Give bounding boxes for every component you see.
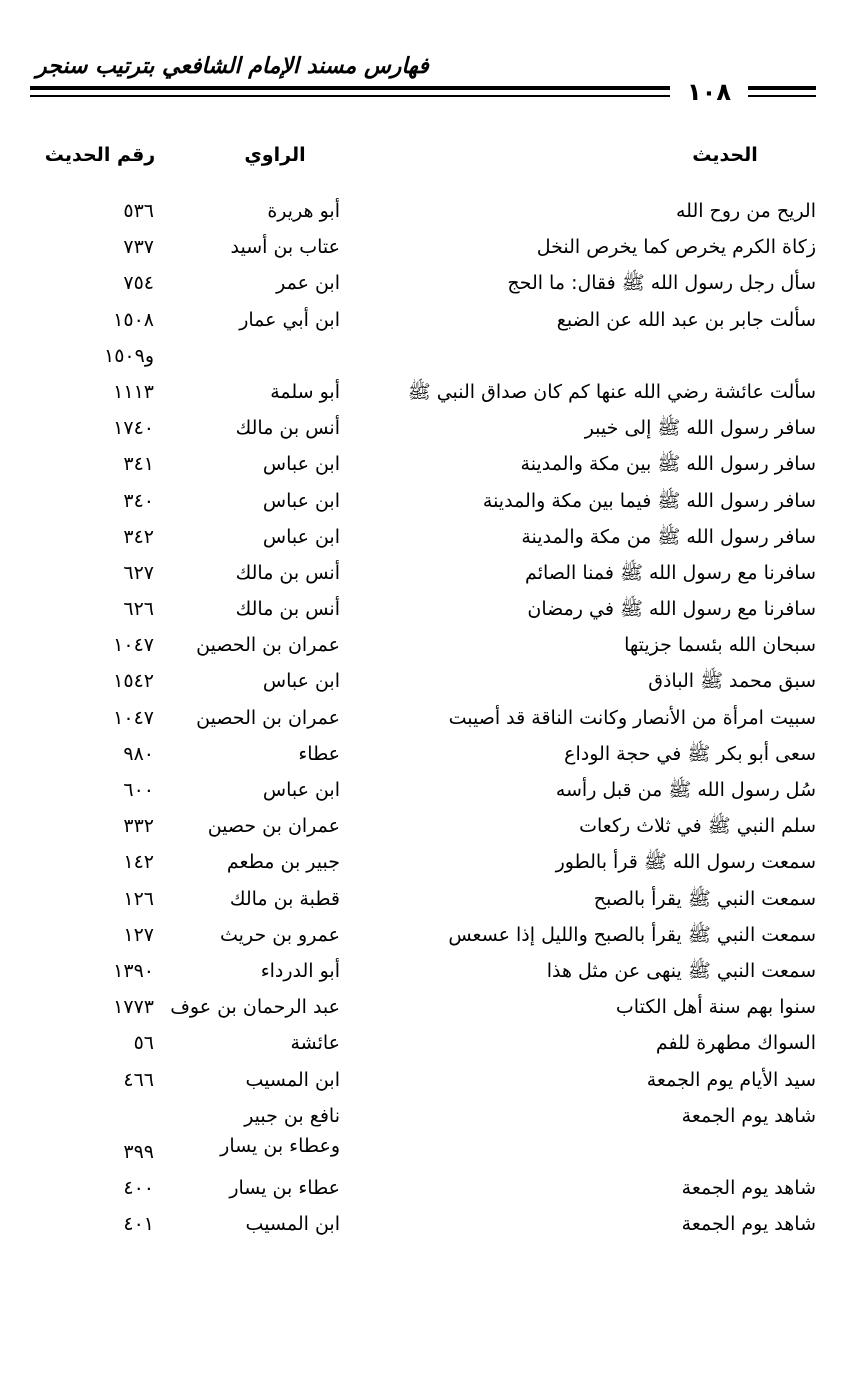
- narrator-name: أنس بن مالك: [235, 417, 340, 440]
- hadith-number: ١٢٦: [123, 887, 154, 910]
- narrator-name: ابن أبي عمار: [239, 308, 340, 331]
- hadith-number: ٣٤١: [123, 453, 154, 476]
- hadith-number-cell: [34, 268, 154, 298]
- column-header-number: رقم الحديث: [44, 144, 156, 166]
- hadith-number: ١٧٧٣: [113, 996, 154, 1019]
- narrator-cell: [165, 1101, 340, 1161]
- narrator-name: ابن عباس: [262, 525, 340, 548]
- hadith-number: ١٥٤٢: [113, 670, 154, 693]
- narrator-name: عمران بن الحصين: [196, 706, 340, 729]
- hadith-text: سافر رسول الله ﷺ بين مكة والمدينة: [520, 453, 816, 476]
- hadith-text: زكاة الكرم يخرص كما يخرص النخل: [536, 236, 816, 259]
- narrator-name: عائشة: [290, 1032, 340, 1055]
- hadith-number: ١٠٤٧: [113, 634, 154, 657]
- hadith-number-cell: [34, 920, 154, 950]
- table-row: [0, 377, 856, 413]
- narrator-name: ابن عباس: [262, 453, 340, 476]
- hadith-text: سمعت النبي ﷺ ينهى عن مثل هذا: [546, 959, 816, 982]
- table-row: [0, 703, 856, 739]
- narrator-name: عطاء: [298, 742, 340, 765]
- narrator-name: أبو سلمة: [270, 380, 340, 403]
- table-row: [0, 847, 856, 883]
- table-row: [0, 268, 856, 304]
- narrator-name: ابن عباس: [262, 779, 340, 802]
- hadith-number: ١٤٢: [123, 851, 154, 874]
- hadith-text: السواك مطهرة للفم: [655, 1032, 816, 1055]
- hadith-text: سيد الأيام يوم الجمعة: [646, 1068, 816, 1091]
- hadith-number: ٥٣٦: [123, 200, 154, 222]
- narrator-cell: [165, 449, 340, 479]
- narrator-name: عطاء بن يسار: [229, 1177, 340, 1200]
- hadith-number: ٦٢٦: [123, 598, 154, 621]
- narrator-name: قطبة بن مالك: [229, 887, 340, 910]
- hadith-text: سألت عائشة رضي الله عنها كم كان صداق النبي ﷺ: [407, 380, 816, 403]
- narrator-name: عمران بن الحصين: [196, 634, 340, 657]
- narrator-name-second-line: وعطاء بن يسار: [220, 1134, 340, 1157]
- narrator-name: ابن المسيب: [245, 1213, 340, 1236]
- narrator-cell: [165, 884, 340, 914]
- narrator-cell: [165, 558, 340, 588]
- hadith-text: سافرنا مع رسول الله ﷺ فمنا الصائم: [525, 561, 816, 584]
- table-row: [0, 884, 856, 920]
- hadith-text: سلم النبي ﷺ في ثلاث ركعات: [579, 815, 816, 838]
- narrator-cell: [165, 196, 340, 226]
- hadith-number-cell: [34, 377, 154, 407]
- narrator-cell: [165, 666, 340, 696]
- hadith-text: سأل رجل رسول الله ﷺ فقال: ما الحج: [507, 272, 816, 295]
- table-row: [0, 558, 856, 594]
- narrator-cell: [165, 268, 340, 298]
- index-table: [0, 196, 856, 1245]
- hadith-number-cell: [34, 1028, 154, 1058]
- narrator-cell: [165, 377, 340, 407]
- hadith-number-cell: [34, 739, 154, 769]
- narrator-cell: [165, 1028, 340, 1058]
- hadith-text: شاهد يوم الجمعة: [681, 1213, 816, 1236]
- narrator-cell: [165, 1173, 340, 1203]
- hadith-number-cell: [34, 1173, 154, 1203]
- table-row: [0, 522, 856, 558]
- hadith-number: ٣٤٢: [123, 525, 154, 548]
- hadith-number-cell: [34, 811, 154, 841]
- hadith-number: ١٧٤٠: [113, 417, 154, 440]
- hadith-number: ١٢٧: [123, 923, 154, 946]
- narrator-cell: [165, 1065, 340, 1095]
- hadith-text: سبق محمد ﷺ الباذق: [648, 670, 816, 693]
- narrator-name: ابن عباس: [262, 670, 340, 693]
- hadith-number: ٩٨٠: [123, 742, 154, 765]
- hadith-number-cell: [34, 558, 154, 588]
- hadith-number-second-line: و١٥٠٩: [103, 344, 154, 367]
- hadith-text: سبيت امرأة من الأنصار وكانت الناقة قد أصيبت: [448, 706, 816, 729]
- hadith-number-cell: [34, 775, 154, 805]
- narrator-cell: [165, 1209, 340, 1239]
- narrator-name: أبو الدرداء: [260, 959, 340, 982]
- hadith-number-cell: [34, 1209, 154, 1239]
- table-row: [0, 920, 856, 956]
- header-double-rule: [30, 86, 670, 97]
- hadith-number-cell: [34, 594, 154, 624]
- hadith-number: ١٥٠٨: [113, 308, 154, 331]
- header-double-rule-short: [748, 86, 816, 97]
- narrator-cell: [165, 775, 340, 805]
- hadith-number-cell: [34, 956, 154, 986]
- hadith-text: سبحان الله بئسما جزيتها: [624, 634, 816, 657]
- hadith-number: ١١١٣: [113, 380, 154, 403]
- hadith-number: ٧٥٤: [123, 272, 154, 295]
- narrator-cell: [165, 847, 340, 877]
- narrator-name: جبير بن مطعم: [226, 851, 340, 874]
- running-title: فهارس مسند الإمام الشافعي بترتيب سنجر: [36, 54, 429, 79]
- narrator-cell: [165, 920, 340, 950]
- table-row: [0, 232, 856, 268]
- hadith-number: ٤٠١: [123, 1213, 154, 1236]
- hadith-number: ٣٣٢: [123, 815, 154, 838]
- narrator-cell: [165, 232, 340, 262]
- narrator-cell: [165, 811, 340, 841]
- narrator-name: عبد الرحمان بن عوف: [170, 996, 340, 1019]
- hadith-number: ٦٢٧: [123, 561, 154, 584]
- narrator-name: أبو هريرة: [267, 200, 340, 222]
- table-row: [0, 775, 856, 811]
- narrator-name: عمرو بن حريث: [220, 923, 340, 946]
- column-header-hadith: الحديث: [692, 144, 758, 166]
- narrator-name: عتاب بن أسيد: [230, 236, 340, 259]
- hadith-number-cell: [34, 992, 154, 1022]
- table-row: [0, 1209, 856, 1245]
- hadith-text: سعى أبو بكر ﷺ في حجة الوداع: [564, 742, 816, 765]
- narrator-cell: [165, 956, 340, 986]
- hadith-number: ٧٣٧: [123, 236, 154, 259]
- hadith-text: سمعت النبي ﷺ يقرأ بالصبح والليل إذا عسعس: [448, 923, 816, 946]
- table-row: [0, 1028, 856, 1064]
- hadith-number: [34, 1101, 154, 1131]
- hadith-number-cell: [34, 1065, 154, 1095]
- hadith-number: ٤٦٦: [123, 1068, 154, 1091]
- hadith-number-cell: [34, 847, 154, 877]
- hadith-number: ٣٤٠: [123, 489, 154, 512]
- narrator-cell: [165, 739, 340, 769]
- hadith-number-cell: [34, 449, 154, 479]
- page-number: ١٠٨: [687, 78, 731, 106]
- table-row: [0, 594, 856, 630]
- hadith-text: سمعت رسول الله ﷺ قرأ بالطور: [555, 851, 816, 874]
- hadith-text: سألت جابر بن عبد الله عن الضبع: [556, 308, 816, 331]
- narrator-name: نافع بن جبير: [244, 1104, 340, 1127]
- hadith-number-cell: [34, 884, 154, 914]
- narrator-cell: [165, 522, 340, 552]
- hadith-text: سافر رسول الله ﷺ إلى خيبر: [584, 417, 816, 440]
- narrator-name: عمران بن حصين: [207, 815, 340, 838]
- hadith-number-cell: [34, 413, 154, 443]
- hadith-number-cell: [34, 522, 154, 552]
- hadith-number-cell: [34, 232, 154, 262]
- narrator-name: أنس بن مالك: [235, 561, 340, 584]
- table-row: [0, 449, 856, 485]
- narrator-name: ابن عمر: [276, 272, 340, 295]
- hadith-text: سمعت النبي ﷺ يقرأ بالصبح: [593, 887, 816, 910]
- table-row: [0, 413, 856, 449]
- narrator-cell: [165, 594, 340, 624]
- hadith-number-cell: [34, 305, 154, 371]
- hadith-number-cell: [34, 666, 154, 696]
- hadith-text: سُل رسول الله ﷺ من قبل رأسه: [555, 779, 816, 802]
- table-row: [0, 992, 856, 1028]
- hadith-number: ٦٠٠: [123, 779, 154, 802]
- hadith-number: ١٠٤٧: [113, 706, 154, 729]
- narrator-cell: [165, 992, 340, 1022]
- hadith-text: شاهد يوم الجمعة: [681, 1104, 816, 1127]
- table-row: [0, 666, 856, 702]
- table-row: [0, 630, 856, 666]
- hadith-number: ٤٠٠: [123, 1177, 154, 1200]
- hadith-text: سافرنا مع رسول الله ﷺ في رمضان: [527, 598, 816, 621]
- table-row: [0, 486, 856, 522]
- hadith-number-cell: [34, 196, 154, 226]
- narrator-cell: [165, 703, 340, 733]
- narrator-name: ابن المسيب: [245, 1068, 340, 1091]
- narrator-cell: [165, 630, 340, 660]
- narrator-name: أنس بن مالك: [235, 598, 340, 621]
- table-row: [0, 305, 856, 377]
- hadith-number: ١٣٩٠: [113, 959, 154, 982]
- table-row: [0, 739, 856, 775]
- narrator-cell: [165, 305, 340, 335]
- table-row: [0, 196, 856, 232]
- table-row: [0, 811, 856, 847]
- hadith-text: شاهد يوم الجمعة: [681, 1177, 816, 1200]
- column-header-narrator: الراوي: [244, 144, 306, 166]
- hadith-number-cell: [34, 703, 154, 733]
- table-row: [0, 1065, 856, 1101]
- hadith-number-cell: [34, 1101, 154, 1167]
- table-row: [0, 1173, 856, 1209]
- hadith-text: الريح من روح الله: [675, 200, 816, 222]
- table-row: [0, 1101, 856, 1173]
- narrator-cell: [165, 413, 340, 443]
- table-row: [0, 956, 856, 992]
- narrator-name: ابن عباس: [262, 489, 340, 512]
- hadith-text: سنوا بهم سنة أهل الكتاب: [615, 996, 816, 1019]
- hadith-number: ٥٦: [133, 1032, 154, 1055]
- hadith-text: سافر رسول الله ﷺ فيما بين مكة والمدينة: [482, 489, 816, 512]
- hadith-number-second-line: ٣٩٩: [123, 1140, 154, 1163]
- hadith-text: سافر رسول الله ﷺ من مكة والمدينة: [521, 525, 816, 548]
- hadith-number-cell: [34, 486, 154, 516]
- narrator-cell: [165, 486, 340, 516]
- hadith-number-cell: [34, 630, 154, 660]
